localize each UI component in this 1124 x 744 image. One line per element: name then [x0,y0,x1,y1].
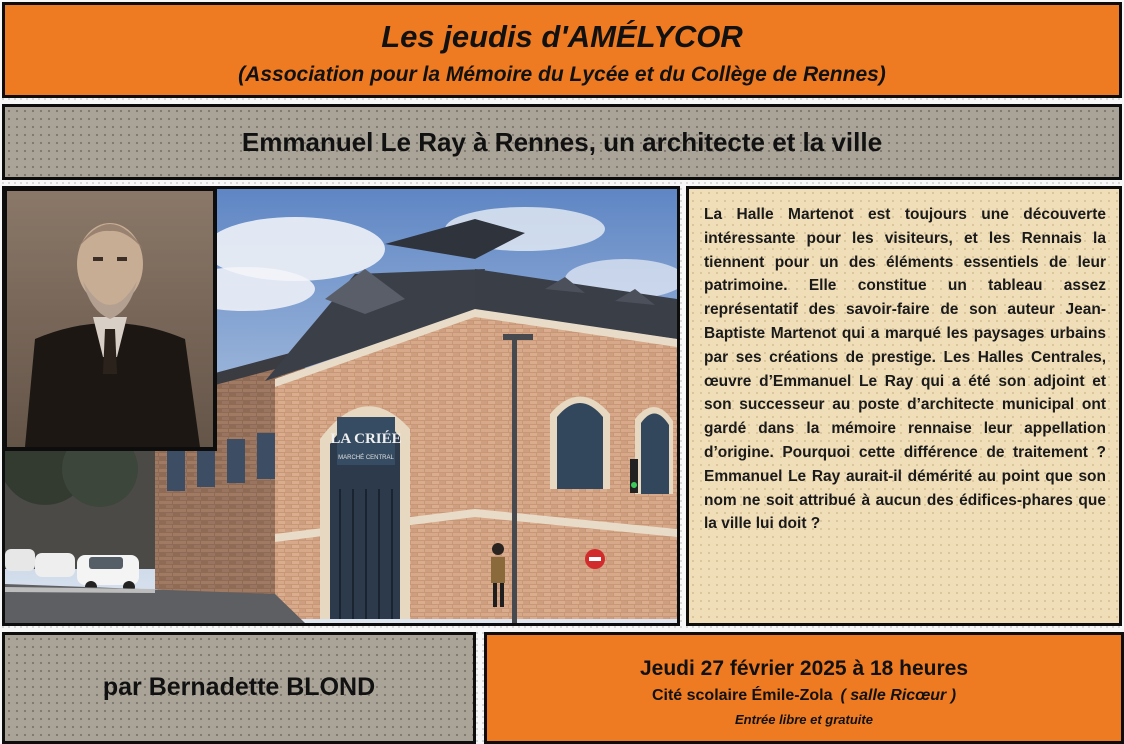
header-subtitle: (Association pour la Mémoire du Lycée et du Collège de Rennes) [238,63,886,86]
event-room: ( salle Ricœur ) [840,687,957,704]
sign-main: LA CRIÉE [330,431,402,447]
speaker-name: par Bernadette BLOND [102,673,376,701]
event-venue: Cité scolaire Émile-Zola [651,687,833,704]
header-banner [2,2,1122,98]
description-box [686,186,1122,626]
photo-area [2,186,680,626]
event-venue-line [487,687,1121,705]
halle-photo [5,189,677,623]
event-box [484,632,1124,744]
speaker-box [2,632,476,744]
talk-banner [2,104,1122,180]
talk-title: Emmanuel Le Ray à Rennes, un architecte et la ville [241,127,883,157]
header-title: Les jeudis d'AMÉLYCOR [381,19,743,54]
sign-sub: MARCHÉ CENTRAL [338,455,394,461]
event-date: Jeudi 27 février 2025 à 18 heures [639,657,969,680]
event-entry: Entrée libre et gratuite [735,712,873,727]
description-text: La Halle Martenot est toujours une découverte intéressante pour les visiteurs, et les Rennais la tiennent pour un des éléments essentiels de leur patrimoine. Elle constitue un tableau assez représentatif des savoir-faire de son auteur Jean-Baptiste Martenot qui a marqué les paysages urbains par ses créations de prestige. Les Halles Centrales, œuvre d’Emmanuel Le Ray qui a été son adjoint et son successeur au poste d’architecte municipal ont gardé dans la mémoire rennaise leur appellation d’origine. Pourquoi cette différence de traitement ? Emmanuel Le Ray aurait-il démérité au point que son nom ne soit attribué à aucun des édifices-phares que la ville lui doit ? [704,206,1106,533]
